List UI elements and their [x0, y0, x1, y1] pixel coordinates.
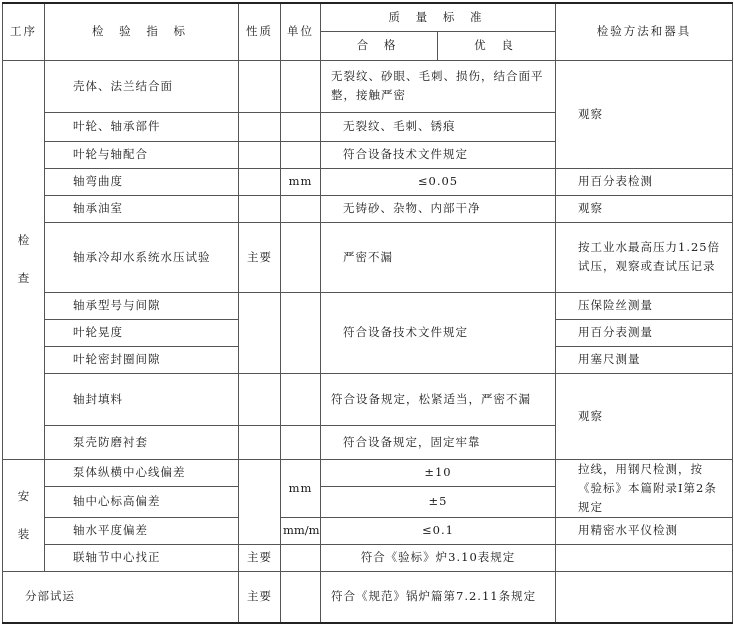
nature-cell [239, 60, 281, 112]
standard-cell: 无裂纹、毛刺、锈痕 [321, 112, 556, 141]
method-cell: 用百分表检测 [556, 168, 733, 195]
method-cell: 拉线，用钢尺检测，按《验标》本篇附录Ⅰ第2条规定 [556, 459, 733, 517]
method-cell: 观察 [556, 373, 733, 459]
nature-cell [239, 459, 281, 544]
header-qualified [321, 31, 438, 60]
indicator-cell: 叶轮与轴配合 [45, 141, 239, 168]
unit-cell [281, 222, 321, 292]
inspection-spec-table [2, 2, 733, 624]
method-cell [556, 571, 733, 623]
standard-cell: 无铸砂、杂物、内部干净 [321, 195, 556, 222]
method-cell: 压保险丝测量 [556, 292, 733, 319]
header-quality-standard [321, 3, 556, 31]
standard-cell: ±5 [321, 486, 556, 517]
unit-cell [281, 373, 321, 425]
table-row [3, 459, 733, 486]
standard-cell: ≤0.05 [321, 168, 556, 195]
table-row [3, 292, 733, 319]
method-cell: 用塞尺测量 [556, 346, 733, 373]
nature-cell: 主要 [239, 544, 281, 571]
unit-cell: mm [281, 459, 321, 517]
method-cell: 观察 [556, 60, 733, 168]
header-row [3, 3, 733, 31]
indicator-cell: 轴封填料 [45, 373, 239, 425]
method-cell: 观察 [556, 195, 733, 222]
header-indicator-text: 检 验 指 标 [92, 24, 191, 39]
nature-cell [239, 112, 281, 141]
group-installation: 安 装 [3, 459, 45, 571]
unit-cell [281, 425, 321, 459]
header-process: 工序 [3, 3, 45, 60]
method-cell: 用百分表测量 [556, 319, 733, 346]
table-row [3, 517, 733, 544]
nature-cell [239, 195, 281, 222]
unit-cell: mm/m [281, 517, 321, 544]
table-row [3, 60, 733, 112]
unit-cell [281, 292, 321, 373]
indicator-cell: 泵壳防磨衬套 [45, 425, 239, 459]
standard-cell: 无裂纹、砂眼、毛刺、损伤，结合面平整，接触严密 [321, 60, 556, 112]
indicator-cell: 叶轮晃度 [45, 319, 239, 346]
unit-cell [281, 571, 321, 623]
indicator-cell: 轴承冷却水系统水压试验 [45, 222, 239, 292]
standard-cell: ≤0.1 [321, 517, 556, 544]
table-row [3, 222, 733, 292]
nature-cell [239, 425, 281, 459]
header-excellent-text: 优 良 [474, 38, 519, 52]
indicator-cell: 叶轮、轴承部件 [45, 112, 239, 141]
nature-cell: 主要 [239, 571, 281, 623]
method-cell [556, 544, 733, 571]
header-excellent [438, 31, 556, 60]
nature-cell [239, 168, 281, 195]
standard-cell: 符合设备规定，固定牢靠 [321, 425, 556, 459]
table-row [3, 195, 733, 222]
standard-cell: 符合设备技术文件规定 [321, 141, 556, 168]
group-inspection: 检 查 [3, 60, 45, 459]
standard-cell: 严密不漏 [321, 222, 556, 292]
indicator-cell: 壳体、法兰结合面 [45, 60, 239, 112]
unit-cell [281, 195, 321, 222]
indicator-cell: 泵体纵横中心线偏差 [45, 459, 239, 486]
indicator-cell: 轴弯曲度 [45, 168, 239, 195]
method-cell: 用精密水平仪检测 [556, 517, 733, 544]
indicator-cell: 轴水平度偏差 [45, 517, 239, 544]
unit-cell [281, 60, 321, 112]
nature-cell [239, 373, 281, 425]
indicator-cell: 轴承油室 [45, 195, 239, 222]
table-row [3, 544, 733, 571]
standard-cell: 符合设备技术文件规定 [321, 292, 556, 373]
table-row [3, 373, 733, 425]
method-cell: 按工业水最高压力1.25倍试压，观察或查试压记录 [556, 222, 733, 292]
unit-cell [281, 141, 321, 168]
table-row [3, 168, 733, 195]
header-quality-standard-text: 质 量 标 准 [388, 9, 488, 24]
header-qualified-text: 合 格 [356, 38, 402, 52]
indicator-cell: 联轴节中心找正 [45, 544, 239, 571]
indicator-cell: 叶轮密封圈间隙 [45, 346, 239, 373]
header-method: 检验方法和器具 [556, 3, 733, 60]
header-nature: 性质 [239, 3, 281, 60]
indicator-cell: 轴承型号与间隙 [45, 292, 239, 319]
table-row [3, 571, 733, 623]
standard-cell: 符合设备规定，松紧适当，严密不漏 [321, 373, 556, 425]
unit-cell [281, 544, 321, 571]
indicator-cell: 轴中心标高偏差 [45, 486, 239, 517]
unit-cell: mm [281, 168, 321, 195]
standard-cell: 符合《规范》锅炉篇第7.2.11条规定 [321, 571, 556, 623]
indicator-cell: 分部试运 [3, 571, 239, 623]
header-unit: 单位 [281, 3, 321, 60]
unit-cell [281, 112, 321, 141]
standard-cell: ±10 [321, 459, 556, 486]
nature-cell [239, 141, 281, 168]
nature-cell: 主要 [239, 222, 281, 292]
nature-cell [239, 292, 281, 373]
standard-cell: 符合《验标》炉3.10表规定 [321, 544, 556, 571]
header-indicator [45, 3, 239, 60]
